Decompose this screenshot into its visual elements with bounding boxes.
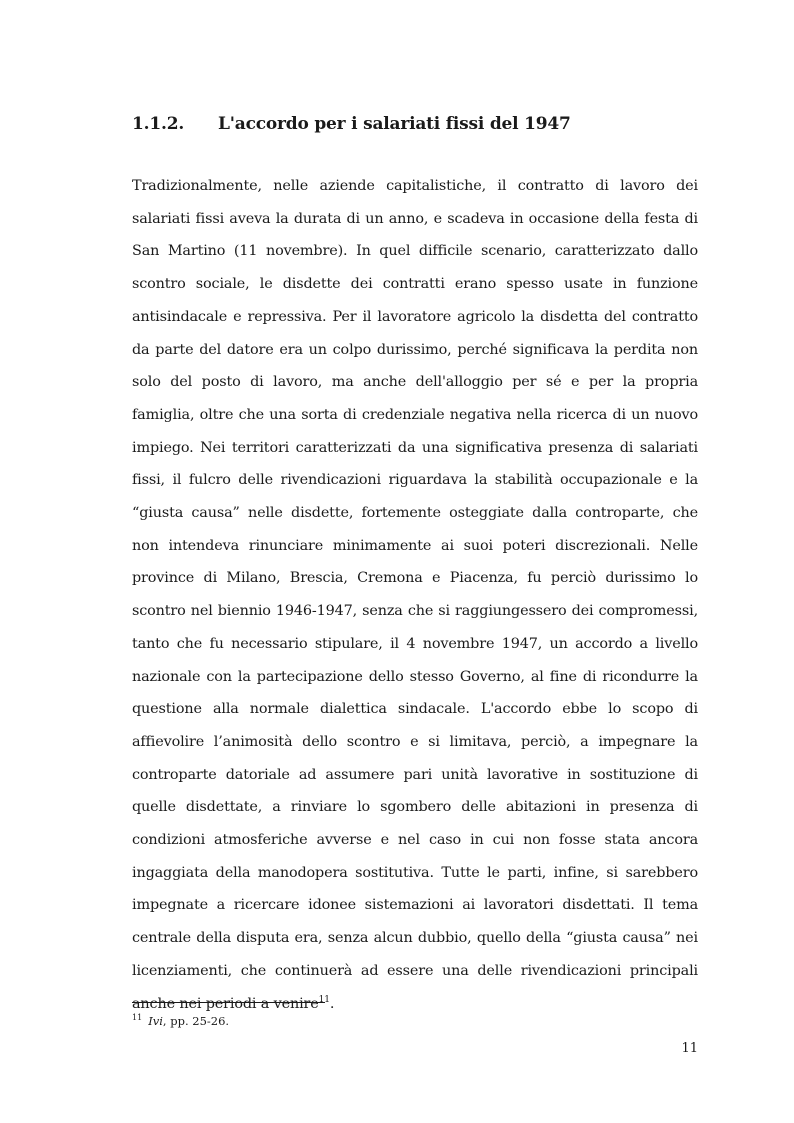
paragraph-end: . — [329, 995, 335, 1012]
footnote-separator — [132, 1002, 325, 1003]
footnote-reference[interactable]: 11 — [318, 994, 330, 1005]
section-title: L'accordo per i salariati fissi del 1947 — [218, 114, 571, 135]
footnote-pages: , pp. 25-26. — [162, 1014, 230, 1028]
footnote-number: 11 — [132, 1013, 143, 1023]
footnote-source: Ivi — [148, 1014, 163, 1028]
section-number: 1.1.2. — [132, 114, 185, 135]
section-heading — [132, 110, 732, 138]
paragraph-text: Tradizionalmente, nelle aziende capitalistiche, il contratto di lavoro dei salariati fissi aveva la durata di un anno, e scadeva in occasione della festa di San Martino (11 novembre). In quel difficile scenario, caratterizzato dallo scontro sociale, le disdette dei contratti erano spesso usate in funzione antisindacale e repressiva. Per il lavoratore agricolo la disdetta del contratto da parte del datore era un colpo durissimo, perché significava la perdita non solo del posto di lavoro, ma anche dell'alloggio per sé e per la propria famiglia, oltre che una sorta di credenziale negativa nella ricerca di un nuovo impiego. Nei territori caratterizzati da una significativa presenza di salariati fissi, il fulcro delle rivendicazioni riguardava la stabilità occupazionale e la “giusta causa” nelle disdette, fortemente osteggiate dalla controparte, che non intendeva rinunciare minimamente ai suoi poteri discrezionali. Nelle province di Milano, Brescia, Cremona e Piacenza, fu perciò durissimo lo scontro nel biennio 1946-1947, senza che si raggiungessero dei compromessi, tanto che fu necessario stipulare, il 4 novembre 1947, un accordo a livello nazionale con la partecipazione dello stesso Governo, al fine di ricondurre la questione alla normale dialettica sindacale. L'accordo ebbe lo scopo di affievolire l’animosità dello scontro e si limitava, perciò, a impegnare la controparte datoriale ad assumere pari unità lavorative in sostituzione di quelle disdettate, a rinviare lo sgombero delle abitazioni in presenza di condizioni atmosferiche avverse e nel caso in cui non fosse stata ancora ingaggiata della manodopera sostitutiva. Tutte le parti, infine, si sarebbero impegnate a ricercare idonee sistemazioni ai lavoratori disdettati. Il tema centrale della disputa era, senza alcun dubbio, quello della “giusta causa” nei licenziamenti, che continuerà ad essere una delle rivendicazioni principali anche nei periodi a venire — [132, 178, 698, 1012]
footnote — [132, 1013, 229, 1029]
page-number: 11 — [681, 1041, 698, 1056]
